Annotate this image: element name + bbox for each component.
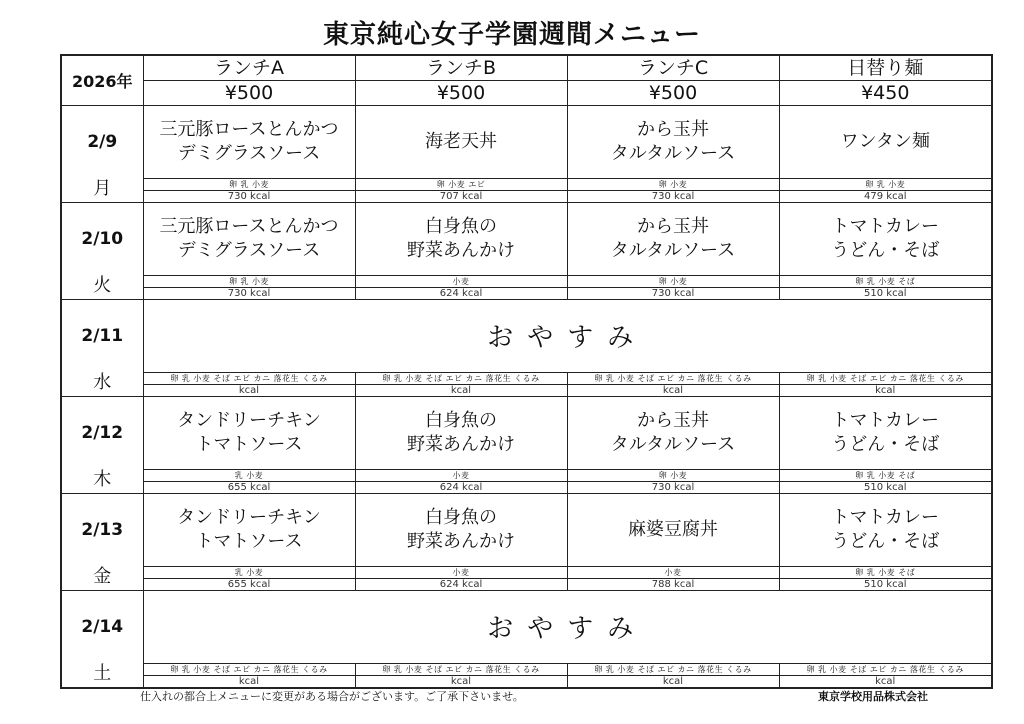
day-cell	[61, 396, 143, 493]
kcal-value: 655 kcal	[143, 578, 355, 590]
dish-name-line1: 麻婆豆腐丼	[628, 518, 718, 540]
dish-cell	[143, 396, 355, 469]
kcal-value: 479 kcal	[779, 190, 992, 202]
kcal-value: kcal	[143, 675, 355, 688]
kcal-value: 788 kcal	[567, 578, 779, 590]
dish-cell	[567, 493, 779, 566]
kcal-value: 510 kcal	[779, 578, 992, 590]
dish-name-line2: うどん・そば	[831, 530, 940, 552]
footer-note: 仕入れの都合上メニューに変更がある場合がございます。ご了承下さいませ。	[140, 690, 524, 703]
dish-name-line2: タルタルソース	[610, 142, 736, 164]
dish-name-line1: から玉丼	[637, 118, 709, 140]
dish-name-line1: 白身魚の	[425, 409, 497, 431]
day-date: 2/9	[87, 131, 118, 152]
kcal-value: kcal	[779, 675, 992, 688]
dish-name-line1: タンドリーチキン	[177, 409, 321, 431]
dish-name-line1: トマトカレー	[831, 409, 939, 431]
header-price-row	[61, 80, 992, 105]
allergen-info: 卵 乳 小麦 そば エビ カニ 落花生 くるみ	[143, 372, 355, 384]
kcal-value: kcal	[567, 384, 779, 396]
kcal-row	[61, 578, 992, 590]
kcal-row	[61, 675, 992, 688]
kcal-value: 730 kcal	[567, 287, 779, 299]
dish-cell	[143, 202, 355, 275]
dish-name-line2: トマトソース	[195, 433, 303, 455]
dish-name-line1: 白身魚の	[425, 215, 497, 237]
footer-company: 東京学校用品株式会社	[818, 690, 928, 703]
daily-noodle-price: ¥450	[779, 80, 992, 105]
allergen-info: 卵 乳 小麦	[779, 178, 992, 190]
holiday-label: おやすみ	[143, 299, 992, 372]
dish-name-line1: から玉丼	[637, 409, 709, 431]
dish-cell	[567, 105, 779, 178]
dish-name-line2: 野菜あんかけ	[407, 530, 515, 552]
weekly-menu-table	[60, 54, 993, 689]
dish-name-line1: 三元豚ロースとんかつ	[159, 215, 339, 237]
page-title: 東京純心女子学園週間メニュー	[322, 20, 701, 50]
dish-name-line1: 海老天丼	[425, 130, 497, 152]
dish-cell	[143, 105, 355, 178]
lunch-a-name: ランチA	[143, 55, 355, 80]
dish-cell	[355, 202, 567, 275]
kcal-row	[61, 384, 992, 396]
day-date: 2/10	[81, 228, 124, 249]
day-main-row	[61, 493, 992, 566]
day-cell	[61, 105, 143, 202]
dish-cell	[355, 493, 567, 566]
allergen-info: 乳 小麦	[143, 469, 355, 481]
allergen-info: 卵 乳 小麦 そば	[779, 566, 992, 578]
lunch-b-name: ランチB	[355, 55, 567, 80]
dish-cell	[143, 493, 355, 566]
dish-cell	[567, 396, 779, 469]
allergen-row	[61, 566, 992, 578]
kcal-row	[61, 481, 992, 493]
year-label: 2026年	[61, 55, 143, 105]
day-weekday: 木	[93, 468, 112, 490]
allergen-info: 卵 乳 小麦	[143, 178, 355, 190]
allergen-info: 小麦	[355, 275, 567, 287]
day-weekday: 土	[93, 662, 112, 684]
allergen-row	[61, 178, 992, 190]
dish-name-line2: デミグラスソース	[177, 239, 321, 261]
dish-name-line1: 三元豚ロースとんかつ	[159, 118, 339, 140]
dish-name-line2: うどん・そば	[831, 239, 940, 261]
day-weekday: 月	[93, 177, 112, 199]
allergen-info: 小麦	[567, 566, 779, 578]
allergen-info: 卵 乳 小麦 そば	[779, 275, 992, 287]
day-date: 2/14	[81, 616, 124, 637]
kcal-row	[61, 190, 992, 202]
allergen-row	[61, 663, 992, 675]
dish-cell	[779, 202, 992, 275]
allergen-row	[61, 372, 992, 384]
allergen-info: 卵 乳 小麦 そば エビ カニ 落花生 くるみ	[143, 663, 355, 675]
allergen-info: 卵 小麦	[567, 469, 779, 481]
dish-name-line1: タンドリーチキン	[177, 506, 321, 528]
dish-name-line2: トマトソース	[195, 530, 303, 552]
allergen-info: 卵 乳 小麦 そば エビ カニ 落花生 くるみ	[567, 372, 779, 384]
allergen-info: 小麦	[355, 469, 567, 481]
day-weekday: 火	[93, 274, 112, 296]
dish-name-line2: デミグラスソース	[177, 142, 321, 164]
dish-name-line2: タルタルソース	[610, 433, 736, 455]
day-date: 2/11	[81, 325, 124, 346]
allergen-row	[61, 469, 992, 481]
kcal-value: kcal	[567, 675, 779, 688]
kcal-value: kcal	[143, 384, 355, 396]
daily-noodle-name: 日替り麺	[779, 55, 992, 80]
header-name-row	[61, 55, 992, 80]
kcal-value: 730 kcal	[143, 287, 355, 299]
allergen-info: 卵 乳 小麦	[143, 275, 355, 287]
dish-cell	[355, 396, 567, 469]
day-main-row	[61, 202, 992, 275]
day-main-row	[61, 299, 992, 372]
allergen-info: 卵 乳 小麦 そば	[779, 469, 992, 481]
kcal-value: 624 kcal	[355, 287, 567, 299]
allergen-info: 乳 小麦	[143, 566, 355, 578]
lunch-c-price: ¥500	[567, 80, 779, 105]
dish-cell	[779, 396, 992, 469]
allergen-info: 小麦	[355, 566, 567, 578]
kcal-value: 510 kcal	[779, 287, 992, 299]
dish-cell	[355, 105, 567, 178]
allergen-row	[61, 275, 992, 287]
dish-name-line1: トマトカレー	[831, 215, 939, 237]
dish-name-line1: 白身魚の	[425, 506, 497, 528]
day-date: 2/13	[81, 519, 124, 540]
allergen-info: 卵 乳 小麦 そば エビ カニ 落花生 くるみ	[355, 372, 567, 384]
allergen-info: 卵 乳 小麦 そば エビ カニ 落花生 くるみ	[567, 663, 779, 675]
dish-name-line1: ワンタン麺	[840, 130, 930, 152]
kcal-value: 655 kcal	[143, 481, 355, 493]
lunch-b-price: ¥500	[355, 80, 567, 105]
dish-name-line2: タルタルソース	[610, 239, 736, 261]
day-date: 2/12	[81, 422, 124, 443]
dish-name-line1: トマトカレー	[831, 506, 939, 528]
dish-name-line2: うどん・そば	[831, 433, 940, 455]
lunch-c-name: ランチC	[567, 55, 779, 80]
menu-body	[61, 55, 992, 688]
dish-name-line2: 野菜あんかけ	[407, 239, 515, 261]
allergen-info: 卵 乳 小麦 そば エビ カニ 落花生 くるみ	[779, 372, 992, 384]
kcal-value: kcal	[355, 384, 567, 396]
kcal-row	[61, 287, 992, 299]
kcal-value: 510 kcal	[779, 481, 992, 493]
day-main-row	[61, 590, 992, 663]
day-main-row	[61, 396, 992, 469]
kcal-value: 707 kcal	[355, 190, 567, 202]
kcal-value: 624 kcal	[355, 578, 567, 590]
kcal-value: kcal	[355, 675, 567, 688]
day-weekday: 水	[93, 371, 112, 393]
day-main-row	[61, 105, 992, 178]
kcal-value: 730 kcal	[567, 190, 779, 202]
allergen-info: 卵 小麦	[567, 275, 779, 287]
allergen-info: 卵 小麦 エビ	[355, 178, 567, 190]
day-cell	[61, 299, 143, 396]
kcal-value: 730 kcal	[567, 481, 779, 493]
allergen-info: 卵 小麦	[567, 178, 779, 190]
kcal-value: 730 kcal	[143, 190, 355, 202]
dish-cell	[779, 493, 992, 566]
kcal-value: kcal	[779, 384, 992, 396]
dish-name-line2: 野菜あんかけ	[407, 433, 515, 455]
kcal-value: 624 kcal	[355, 481, 567, 493]
allergen-info: 卵 乳 小麦 そば エビ カニ 落花生 くるみ	[779, 663, 992, 675]
dish-cell	[779, 105, 992, 178]
lunch-a-price: ¥500	[143, 80, 355, 105]
day-cell	[61, 590, 143, 688]
dish-name-line1: から玉丼	[637, 215, 709, 237]
dish-cell	[567, 202, 779, 275]
day-weekday: 金	[93, 565, 112, 587]
day-cell	[61, 493, 143, 590]
day-cell	[61, 202, 143, 299]
holiday-label: おやすみ	[143, 590, 992, 663]
allergen-info: 卵 乳 小麦 そば エビ カニ 落花生 くるみ	[355, 663, 567, 675]
